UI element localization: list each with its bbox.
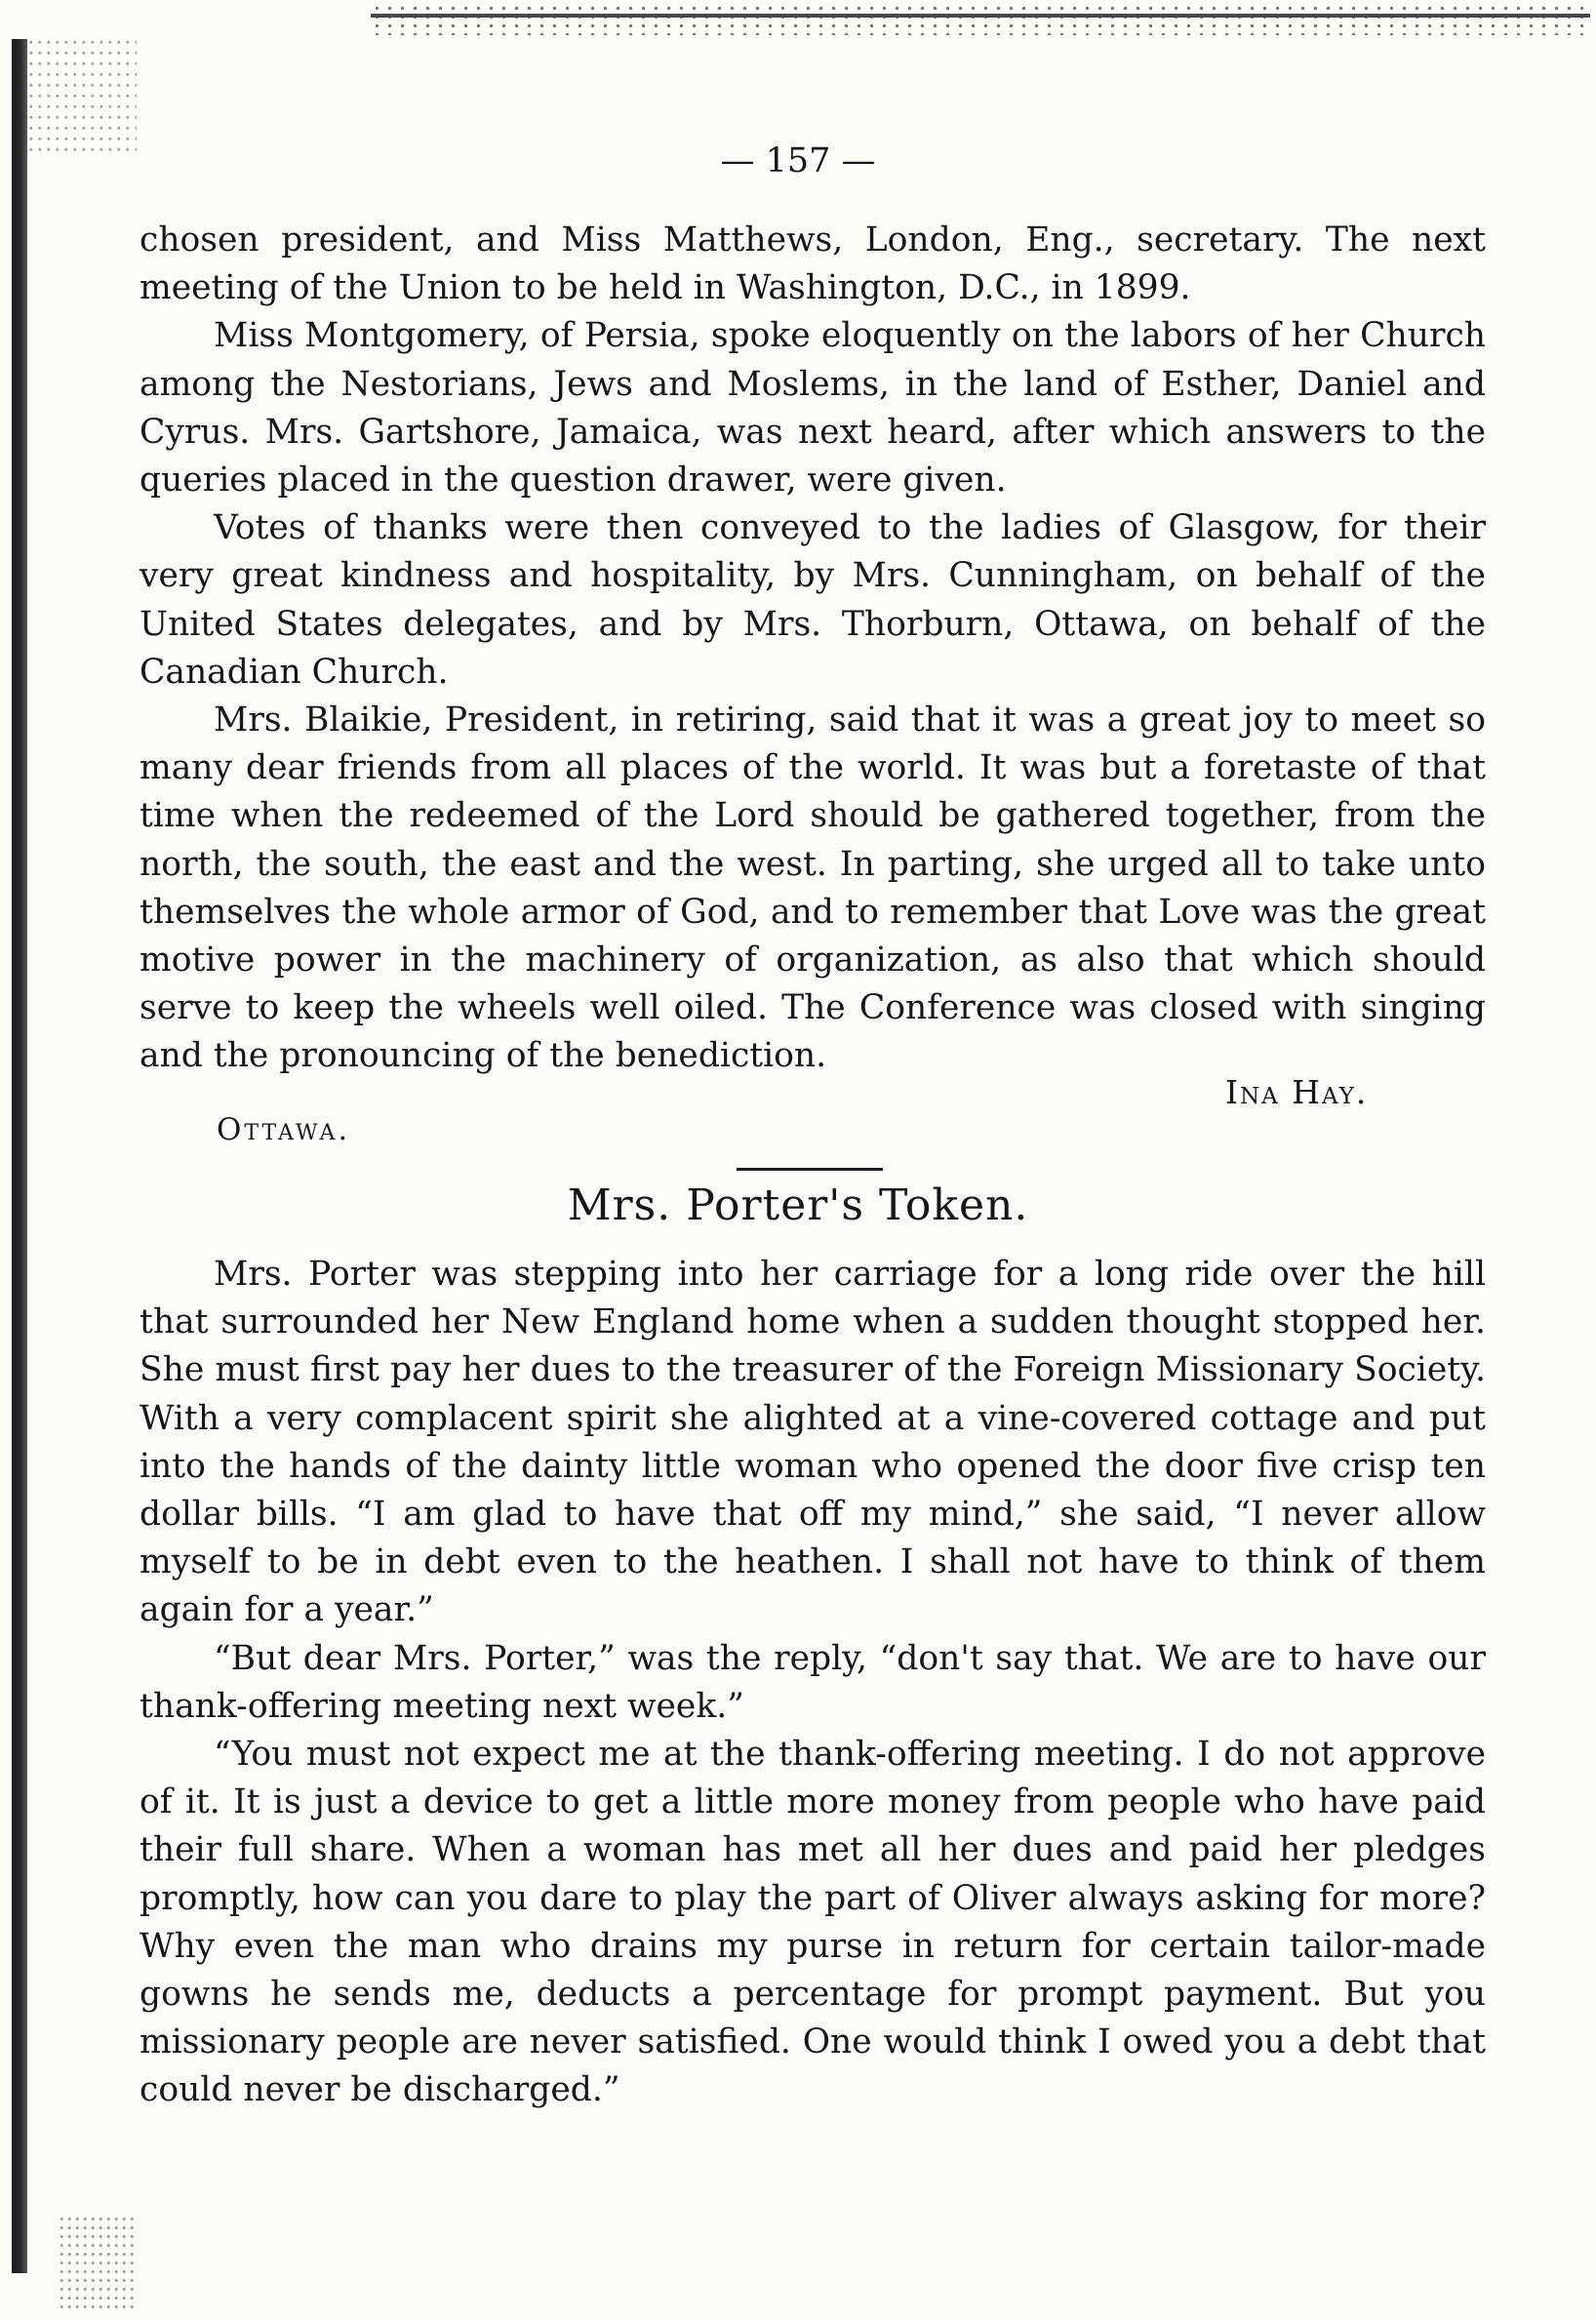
paragraph: Votes of thanks were then conveyed to the ladies of Glasgow, for their very great kindness and hospitality, by Mrs. Cunningham, on behalf of the United States delegates, and by Mrs. Thorburn, Ottawa, on behalf of the Canadian Church. [140,508,1486,692]
paragraph: Mrs. Porter was stepping into her carriage for a long ride over the hill that surrounded her New England home when a sudden thought stopped her. She must first pay her dues to the treasurer of the Foreign Missionary Society. With a very complacent spirit she alighted at a vine-covered cottage and put into the hands of the dainty little woman who opened the door five crisp ten dollar bills. “I am glad to have that off my mind,” she said, “I never allow myself to be in debt even to the heathen. I shall not have to think of them again for a year.” [140,1255,1486,1630]
paragraph: Mrs. Blaikie, President, in retiring, said that it was a great joy to meet so many dear friends from all places of the world. It was but a foretaste of that time when the redeemed of the Lord should be gathered together, from the north, the south, the east and the west. In parting, she urged all to take unto themselves the whole armor of God, and to remember that Love was the great motive power in the machinery of organization, as also that which should serve to keep the wheels well oiled. The Conference was closed with singing and the pronouncing of the benediction. [140,700,1486,1076]
section2-body [140,1251,1486,2115]
page-number: — 157 — [720,141,876,180]
scan-noise-top [29,39,137,156]
paragraph: chosen president, and Miss Matthews, London, Eng., secretary. The next meeting of the Union to be held in Washington, D.C., in 1899. [140,220,1486,308]
section-heading: Mrs. Porter's Token. [567,1181,1029,1230]
paragraph: Miss Montgomery, of Persia, spoke eloquently on the labors of her Church among the Nestorians, Jews and Moslems, in the land of Esther, Daniel and Cyrus. Mrs. Gartshore, Jamaica, was next heard, after which answers to the queries placed in the question drawer, were given. [140,316,1486,500]
top-edge-rule [371,6,1590,35]
scan-noise-bottom [59,2215,137,2312]
author-signature: Ina Hay. [1225,1073,1369,1111]
paragraph: “You must not expect me at the thank-offering meeting. I do not approve of it. It is just a device to get a little more money from people who have paid their full share. When a woman has met all her dues and paid her pledges promptly, how can you dare to play the part of Oliver always asking for more? Why even the man who drains my purse in return for certain tailor-made gowns he sends me, deducts a percentage for prompt payment. But you missionary people are never satisfied. One would think I owed you a debt that could never be discharged.” [140,1735,1486,2110]
section-divider [737,1168,883,1171]
place-name: Ottawa. [217,1112,351,1147]
binding-shadow [12,39,27,2273]
section1-body [140,217,1486,1081]
paragraph: “But dear Mrs. Porter,” was the reply, “don't say that. We are to have our thank-offering meeting next week.” [140,1638,1486,1726]
